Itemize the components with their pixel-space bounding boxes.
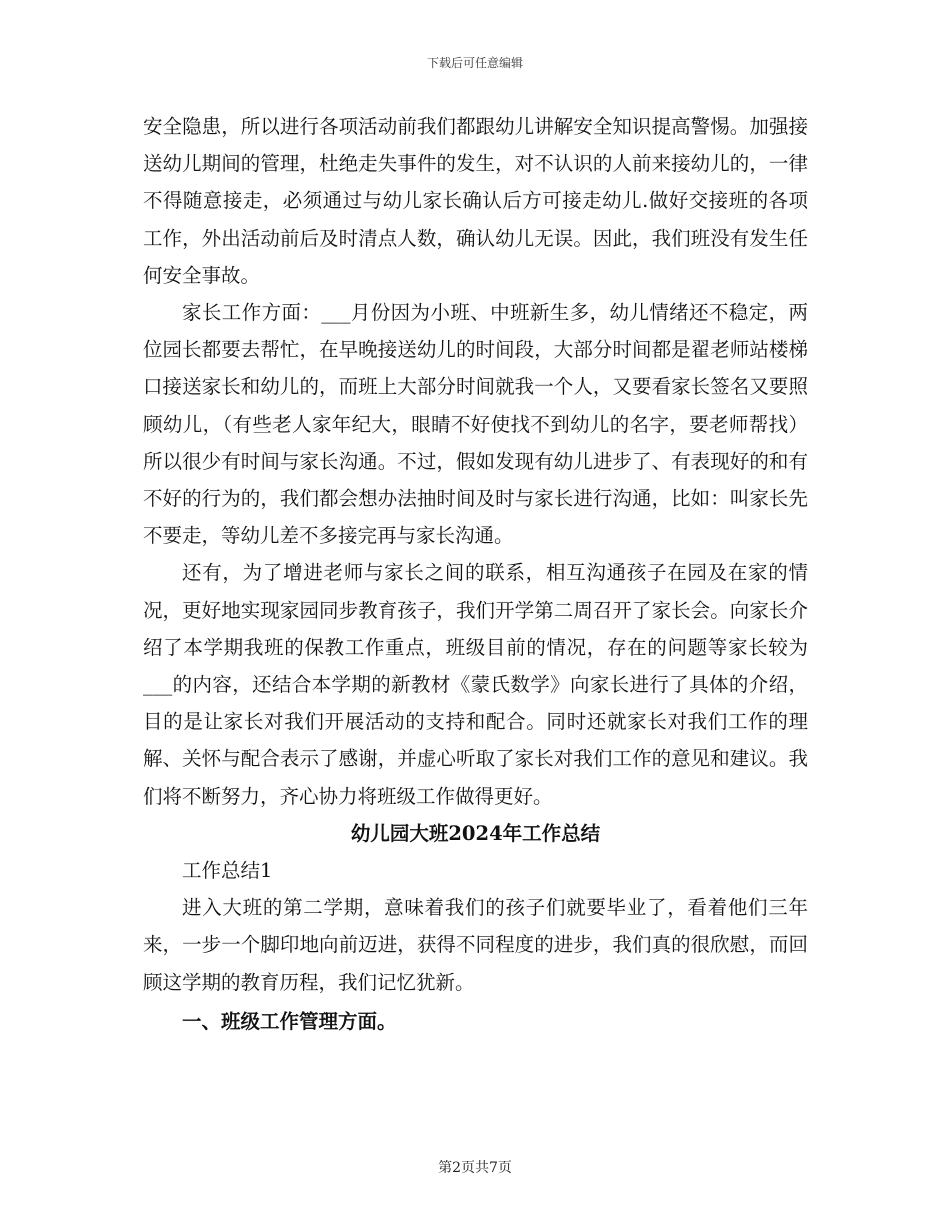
summary-label: 工作总结1 (182, 859, 273, 883)
document-body (143, 108, 808, 1040)
document-title: 幼儿园大班2024年工作总结 (350, 821, 601, 845)
paragraph-parent-meeting: 还有，为了增进老师与家长之间的联系，相互沟通孩子在园及在家的情况，更好地实现家园同步教育孩子，我们开学第二周召开了家长会。向家长介绍了本学期我班的保教工作重点，班级目前的情况，存在的问题等家长较为___的内容，还结合本学期的新教材《蒙氏数学》向家长进行了具体的介绍，目的是让家长对我们开展活动的支持和配合。同时还就家长对我们工作的理解、关怀与配合表示了感谢，并虚心听取了家长对我们工作的意见和建议。我们将不断努力，齐心协力将班级工作做得更好。 (143, 561, 808, 808)
page-header: 下载后可任意编辑 (426, 56, 523, 70)
section-heading: 一、班级工作管理方面。 (182, 1009, 397, 1033)
paragraph-safety: 安全隐患，所以进行各项活动前我们都跟幼儿讲解安全知识提高警惕。加强接送幼儿期间的管理，杜绝走失事件的发生，对不认识的人前来接幼儿的，一律不得随意接走，必须通过与幼儿家长确认后方可接走幼儿.做好交接班的各项工作，外出活动前后及时清点人数，确认幼儿无误。因此，我们班没有发生任何安全事故。 (143, 115, 808, 287)
paragraph-parent-work: 家长工作方面：___月份因为小班、中班新生多，幼儿情绪还不稳定，两位园长都要去帮忙，在早晚接送幼儿的时间段，大部分时间都是翟老师站楼梯口接送家长和幼儿的，而班上大部分时间就我一个人，又要看家长签名又要照顾幼儿，（有些老人家年纪大，眼睛不好使找不到幼儿的名字，要老师帮找）所以很少有时间与家长沟通。不过，假如发现有幼儿进步了、有表现好的和有不好的行为的，我们都会想办法抽时间及时与家长进行沟通，比如：叫家长先不要走，等幼儿差不多接完再与家长沟通。 (143, 301, 808, 548)
page-footer: 第2页共7页 (438, 1160, 512, 1176)
paragraph-intro: 进入大班的第二学期，意味着我们的孩子们就要毕业了，看着他们三年来，一步一个脚印地向前迈进，获得不同程度的进步，我们真的很欣慰，而回顾这学期的教育历程，我们记忆犹新。 (143, 896, 808, 994)
